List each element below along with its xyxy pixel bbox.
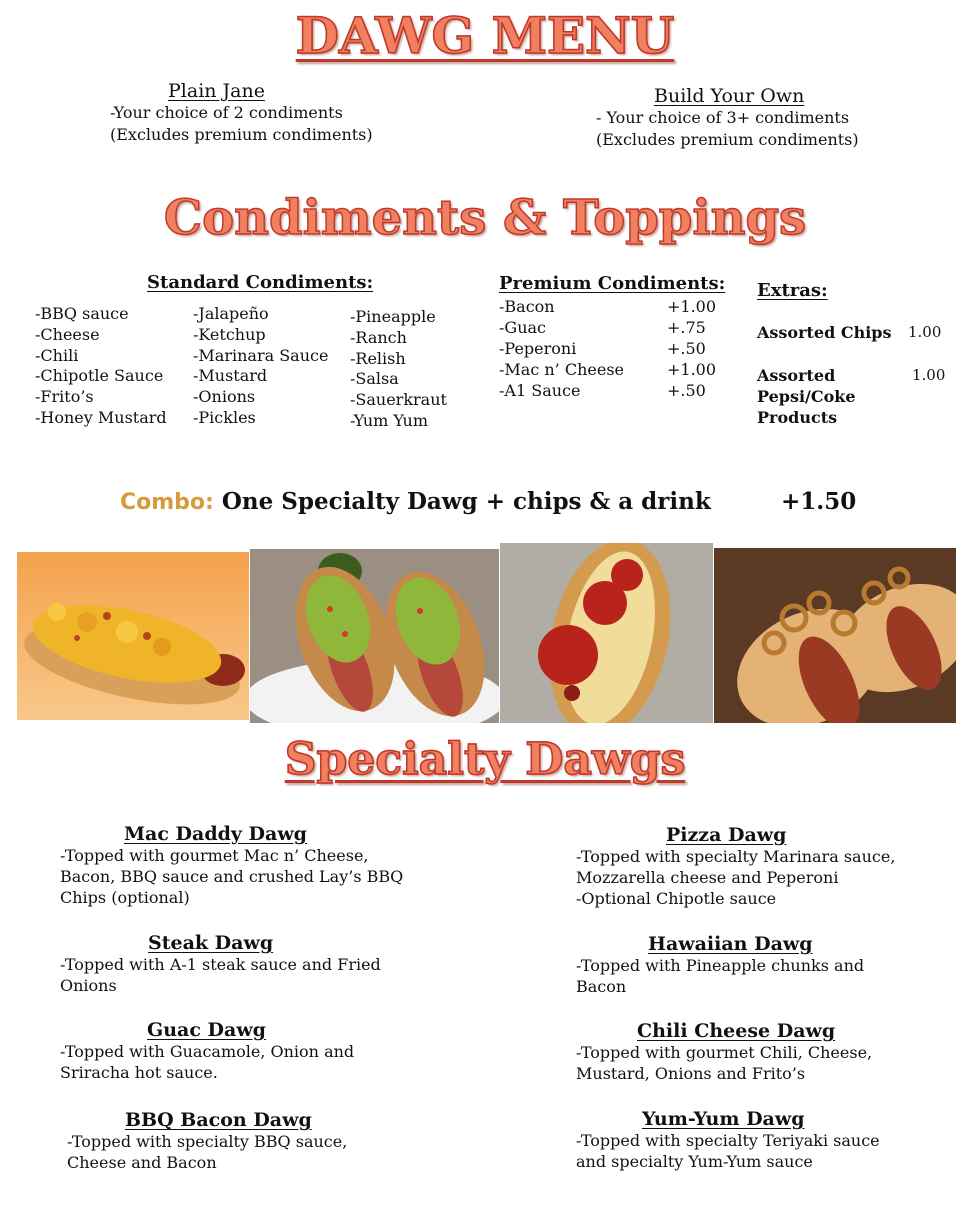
specialty-title: Specialty Dawgs — [284, 734, 686, 785]
list-item: -Chipotle Sauce — [35, 366, 164, 386]
dawg-name: Yum-Yum Dawg — [642, 1108, 805, 1130]
list-item: -Honey Mustard — [35, 407, 167, 427]
item-name: -A1 Sauce — [499, 381, 581, 400]
page-title: DAWG MENU — [295, 6, 675, 65]
list-item: -Yum Yum — [350, 410, 429, 430]
combo-price: +1.50 — [781, 488, 857, 515]
item-price: +.75 — [667, 318, 706, 337]
dawg-yum-yum — [576, 1108, 956, 1172]
dawg-name: Chili Cheese Dawg — [637, 1020, 836, 1042]
dawg-desc: -Topped with specialty Marinara sauce, — [576, 847, 896, 866]
dawg-name: Mac Daddy Dawg — [124, 823, 307, 845]
dawg-desc: -Topped with Pineapple chunks and — [576, 956, 865, 975]
extra-drinks-price: 1.00 — [912, 366, 946, 384]
extra-drinks-name — [757, 365, 856, 428]
list-item: -Onions — [193, 387, 256, 407]
combo-text: One Specialty Dawg + chips & a drink — [221, 488, 711, 515]
extra-drinks-line: Assorted — [757, 366, 836, 385]
list-item: -Ketchup — [193, 324, 266, 344]
plan-desc: - Your choice of 3+ condiments — [596, 108, 850, 127]
plan-build-your-own — [596, 85, 859, 151]
plan-plain-jane — [110, 80, 373, 146]
standard-condiments-heading: Standard Condiments: — [147, 272, 374, 293]
dawg-desc: -Optional Chipotle sauce — [576, 889, 777, 908]
list-item: -Ranch — [350, 327, 407, 347]
list-item: -Marinara Sauce — [193, 345, 329, 365]
standard-col-3 — [350, 307, 447, 432]
combo-label: Combo: — [120, 490, 214, 515]
standard-col-1 — [35, 304, 167, 429]
list-item — [499, 380, 719, 401]
dawg-desc: Mustard, Onions and Frito’s — [576, 1064, 806, 1083]
list-item: -Pickles — [193, 407, 256, 427]
standard-col-2 — [193, 304, 328, 429]
item-price: +1.00 — [667, 297, 717, 316]
dawg-mac-daddy — [60, 823, 480, 908]
dawg-name: Hawaiian Dawg — [648, 933, 813, 955]
extras-heading: Extras: — [757, 280, 828, 301]
list-item: -Sauerkraut — [350, 390, 447, 410]
dawg-desc: Bacon, BBQ sauce and crushed Lay’s BBQ — [60, 867, 404, 886]
item-price: +1.00 — [667, 360, 717, 379]
dawg-desc: Onions — [60, 976, 117, 995]
dawg-desc: Mozzarella cheese and Peperoni — [576, 868, 839, 887]
combo-line — [120, 488, 711, 515]
photo-onion-dawg — [714, 548, 956, 723]
extra-drinks-line: Products — [757, 408, 838, 427]
plan-name: Build Your Own — [654, 85, 805, 107]
dawg-bbq-bacon — [67, 1109, 487, 1173]
list-item: -Salsa — [350, 369, 399, 389]
extra-chips-name: Assorted Chips — [757, 323, 892, 342]
dawg-desc: Bacon — [576, 977, 627, 996]
dawg-name: BBQ Bacon Dawg — [125, 1109, 312, 1131]
list-item — [499, 296, 719, 317]
dawg-guac — [60, 1019, 480, 1083]
dawg-name: Guac Dawg — [147, 1019, 266, 1041]
dawg-desc: Chips (optional) — [60, 888, 190, 907]
dawg-desc: -Topped with A-1 steak sauce and Fried — [60, 955, 381, 974]
dawg-desc: -Topped with Guacamole, Onion and — [60, 1042, 355, 1061]
list-item: -Jalapeño — [193, 304, 269, 323]
extra-chips-price: 1.00 — [908, 323, 942, 341]
list-item — [499, 359, 719, 380]
dawg-steak — [60, 932, 480, 996]
plan-note: (Excludes premium condiments) — [110, 125, 373, 144]
item-name: -Peperoni — [499, 339, 577, 358]
dawg-desc: and specialty Yum-Yum sauce — [576, 1152, 813, 1171]
dawg-desc: -Topped with specialty BBQ sauce, — [67, 1132, 348, 1151]
photo-guac-dawg — [250, 549, 499, 723]
dawg-chili-cheese — [576, 1020, 956, 1084]
dawg-name: Steak Dawg — [148, 932, 274, 954]
item-name: -Mac n’ Cheese — [499, 360, 625, 379]
premium-list — [499, 296, 719, 401]
item-price: +.50 — [667, 381, 706, 400]
list-item — [499, 338, 719, 359]
list-item: -Mustard — [193, 366, 268, 386]
dawg-desc: -Topped with gourmet Chili, Cheese, — [576, 1043, 873, 1062]
list-item: -Pineapple — [350, 307, 436, 326]
plan-desc: -Your choice of 2 condiments — [110, 103, 343, 122]
plan-note: (Excludes premium condiments) — [596, 130, 859, 149]
list-item: -Frito’s — [35, 387, 94, 407]
item-name: -Bacon — [499, 297, 555, 316]
list-item: -Cheese — [35, 324, 100, 344]
item-name: -Guac — [499, 318, 546, 337]
list-item: -Chili — [35, 345, 79, 365]
item-price: +.50 — [667, 339, 706, 358]
photo-pizza-dawg — [500, 543, 713, 723]
condiments-title: Condiments & Toppings — [163, 190, 807, 246]
extra-drinks-line: Pepsi/Coke — [757, 387, 856, 406]
dawg-hawaiian — [576, 933, 956, 997]
dawg-desc: Cheese and Bacon — [67, 1153, 217, 1172]
dawg-desc: Sriracha hot sauce. — [60, 1063, 218, 1082]
dawg-pizza — [576, 824, 956, 909]
list-item — [499, 317, 719, 338]
list-item: -BBQ sauce — [35, 304, 129, 323]
plan-name: Plain Jane — [168, 80, 265, 102]
dawg-desc: -Topped with gourmet Mac n’ Cheese, — [60, 846, 369, 865]
photo-mac-daddy-dawg — [17, 552, 249, 720]
dawg-desc: -Topped with specialty Teriyaki sauce — [576, 1131, 880, 1150]
dawg-name: Pizza Dawg — [666, 824, 787, 846]
premium-condiments-heading: Premium Condiments: — [499, 273, 726, 294]
list-item: -Relish — [350, 348, 406, 368]
